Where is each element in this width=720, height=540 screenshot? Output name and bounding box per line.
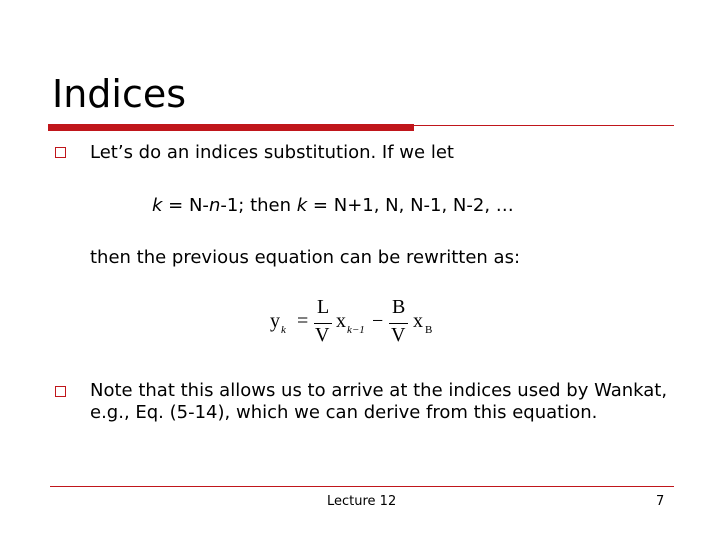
title-underline-thin	[414, 125, 674, 126]
bullet-square-icon	[55, 386, 66, 397]
then-line: then the previous equation can be rewritten as:	[90, 247, 521, 268]
eq-equals: =	[297, 310, 309, 332]
substitution-line	[152, 195, 514, 217]
eq-y-subscript: k	[281, 324, 286, 336]
footer-page-number: 7	[656, 494, 665, 509]
title-underline-thick	[48, 124, 414, 131]
sub-eq-part: = N-	[162, 195, 209, 216]
var-k: k	[152, 195, 163, 216]
eq-B: B	[392, 296, 406, 318]
operating-line-equation	[270, 296, 450, 352]
bullet-text-1: Let’s do an indices substitution. If we let	[90, 142, 454, 163]
sub-values-part: = N+1, N, N-1, N-2, …	[307, 195, 514, 216]
var-n: n	[208, 195, 221, 216]
eq-V-1: V	[315, 324, 330, 346]
eq-V-2: V	[391, 324, 406, 346]
eq-L: L	[317, 296, 330, 318]
bullet-text-2: Note that this allows us to arrive at the indices used by Wankat, e.g., Eq. (5-14), which we can derive from this equation.	[90, 380, 668, 423]
eq-x-1: x	[336, 310, 346, 332]
eq-x-2: x	[413, 310, 423, 332]
slide-title: Indices	[52, 72, 187, 116]
eq-minus: −	[372, 310, 384, 332]
sub-rest-part: -1; then	[220, 195, 297, 216]
eq-y: y	[270, 310, 280, 332]
footer-divider	[50, 486, 674, 487]
footer-lecture: Lecture 12	[327, 494, 397, 509]
var-k-2: k	[296, 195, 308, 216]
eq-x1-subscript: k−1	[347, 324, 365, 336]
bullet-square-icon	[55, 147, 66, 158]
eq-x2-subscript: B	[425, 324, 433, 336]
